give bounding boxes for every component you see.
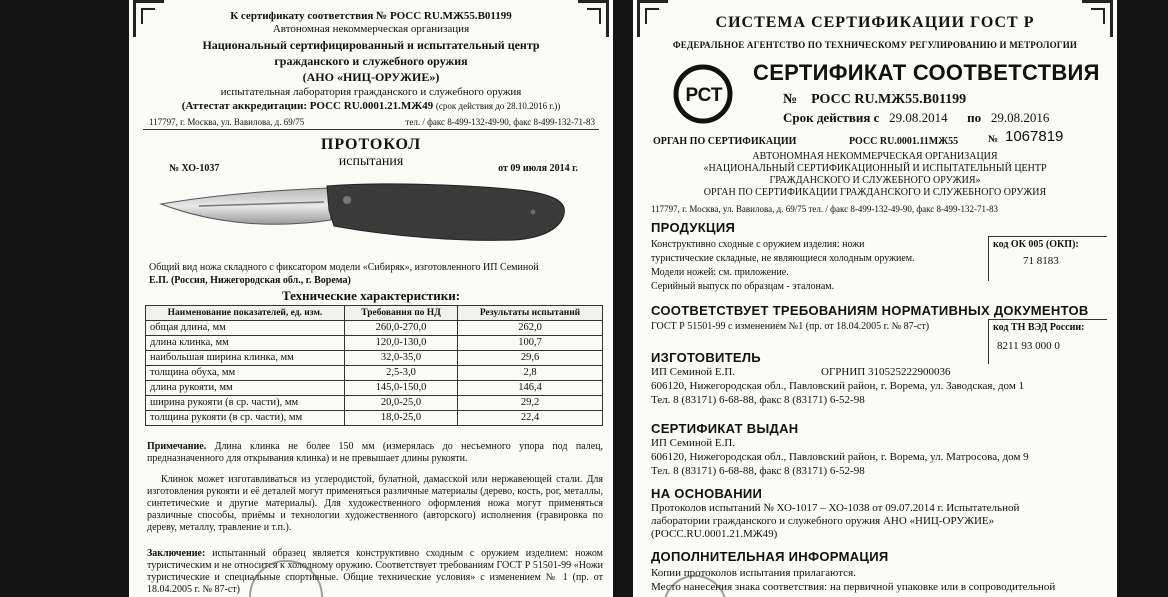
- table-cell: 29,6: [458, 351, 603, 366]
- lab-address: 117797, г. Москва, ул. Вавилова, д. 69/75: [149, 117, 305, 127]
- table-cell: 2,5-3,0: [345, 366, 458, 381]
- product-line: Серийный выпуск по образцам - эталонам.: [651, 281, 835, 292]
- cert-body-details: [633, 151, 1117, 199]
- conclusion: [147, 548, 603, 596]
- table-cell: 146,4: [458, 381, 603, 396]
- table-cell: длина рукояти, мм: [146, 381, 345, 396]
- cert-no-value: РОСС RU.МЖ55.В01199: [811, 92, 967, 107]
- tnved-code-box: [988, 319, 1107, 364]
- table-cell: 100,7: [458, 336, 603, 351]
- validity-to: 29.08.2016: [990, 110, 1050, 125]
- table-row: [146, 366, 603, 381]
- conformity-standard: ГОСТ Р 51501-99 с изменением №1 (пр. от 18.04.2005 г. № 87-ст): [651, 321, 930, 332]
- okp-code-box: [988, 236, 1107, 281]
- note-label: Примечание.: [147, 441, 207, 452]
- table-header: Наименование показателей, ед. изм.: [146, 306, 345, 321]
- cert-body-code: РОСС RU.0001.11МЖ55: [849, 136, 959, 147]
- certification-system: СИСТЕМА СЕРТИФИКАЦИИ ГОСТ Р: [715, 14, 1035, 31]
- protocol-number: № ХО-1037: [169, 163, 220, 174]
- table-row: [146, 396, 603, 411]
- table-cell: 20,0-25,0: [345, 396, 458, 411]
- table-cell: 29,2: [458, 396, 603, 411]
- materials-paragraph: Клинок может изготавливаться из углеродистой, булатной, дамасской или нержавеющей стали. Для изготовления рукояти и её деталей могут применяться различные материалы (дерево, кость, рог, металлы, синтетические и другие материалы). Для художественного оформления ножа могут применяться различные способы, приёмы и технологии художественного (авторского) исполнения (гравировка по дереву, металлу, травление и т.п.).: [147, 474, 603, 533]
- cert-no-label: №: [783, 92, 798, 107]
- body-line: АВТОНОМНАЯ НЕКОММЕРЧЕСКАЯ ОРГАНИЗАЦИЯ: [752, 151, 998, 162]
- validity-label: Срок действия с: [783, 110, 880, 125]
- tech-specs-title: Технические характеристики:: [281, 288, 461, 303]
- table-cell: наибольшая ширина клинка, мм: [146, 351, 345, 366]
- basis-heading: НА ОСНОВАНИИ: [651, 486, 763, 501]
- body-line: ОРГАН ПО СЕРТИФИКАЦИИ ГРАЖДАНСКОГО И СЛУЖЕБНОГО ОРУЖИЯ: [703, 187, 1047, 198]
- okp-label: код ОК 005 (ОКП):: [993, 239, 1079, 250]
- table-row: [146, 351, 603, 366]
- body-line: «НАЦИОНАЛЬНЫЙ СЕРТИФИКАЦИОННЫЙ И ИСПЫТАТЕЛЬНЫЙ ЦЕНТР: [703, 163, 1047, 174]
- protocol-page: [129, 0, 613, 597]
- org-type: Автономная некоммерческая организация: [272, 23, 470, 35]
- certificate-reference: К сертификату соответствия № РОСС RU.МЖ55.В01199: [230, 10, 512, 22]
- table-cell: 2,8: [458, 366, 603, 381]
- product-line: туристические складные, не являющиеся холодным оружием.: [651, 253, 915, 264]
- conclusion-label: Заключение:: [147, 548, 206, 559]
- header-divider: [143, 129, 599, 130]
- manufacturer-ogrnip: ОГРНИП 310525222900036: [821, 366, 951, 378]
- table-row: [146, 336, 603, 351]
- note-text: Длина клинка не более 150 мм (измерялась до несъемного упора под палец, предназначенного для открывания клинка) и не превышает длины рукояти.: [147, 441, 604, 464]
- protocol-date: от 09 июля 2014 г.: [498, 163, 578, 174]
- logo-text: РСТ: [685, 85, 723, 106]
- note: [147, 441, 603, 465]
- body-line: ГРАЖДАНСКОГО И СЛУЖЕБНОГО ОРУЖИЯ»: [769, 175, 981, 186]
- conclusion-text: испытанный образец является конструктивно сходным с оружием изделием: ножом туристическим и не относится к холодному оружию. Соответствует требованиям ГОСТ Р 51501-99 «Ножи туристические и специальные спортивные. Общие технические условия» с изменением № 1 (пр. от 18.04.2005 г. № 87-ст): [147, 548, 603, 595]
- org-name-line-2: гражданского и служебного оружия: [274, 54, 468, 68]
- additional-line: Место нанесения знака соответствия: на первичной упаковке или в сопроводительной: [651, 581, 1056, 593]
- table-row: [146, 411, 603, 426]
- table-cell: ширина рукояти (в ср. части), мм: [146, 396, 345, 411]
- product-line: Конструктивно сходные с оружием изделия: ножи: [651, 239, 865, 250]
- issued-to-name: ИП Семиной Е.П.: [651, 437, 736, 449]
- protocol-subtitle: испытания: [338, 154, 404, 169]
- table-cell: толщина рукояти (в ср. части), мм: [146, 411, 345, 426]
- table-cell: 18,0-25,0: [345, 411, 458, 426]
- okp-code: 71 8183: [1023, 255, 1059, 267]
- photo-caption-line-2: Е.П. (Россия, Нижегородская обл., г. Ворема): [149, 275, 351, 286]
- basis-line: (РОСС.RU.0001.21.МЖ49): [651, 528, 778, 540]
- certificate-page: [633, 0, 1117, 597]
- table-cell: толщина обуха, мм: [146, 366, 345, 381]
- knife-photo: [159, 180, 579, 260]
- table-row: [146, 381, 603, 396]
- manufacturer-heading: ИЗГОТОВИТЕЛЬ: [651, 350, 761, 365]
- manufacturer-phone: Тел. 8 (83171) 6-68-88, факс 8 (83171) 6-52-98: [651, 394, 865, 406]
- table-cell: 260,0-270,0: [345, 321, 458, 336]
- accreditation: [129, 100, 613, 112]
- additional-line: Копии протоколов испытания прилагаются.: [651, 567, 856, 579]
- validity-from: 29.08.2014: [889, 110, 948, 125]
- table-cell: 120,0-130,0: [345, 336, 458, 351]
- org-short-name: (АНО «НИЦ-ОРУЖИЕ»): [302, 70, 440, 84]
- org-name-line-1: Национальный сертифицированный и испытательный центр: [202, 38, 540, 52]
- protocol-title: ПРОТОКОЛ: [320, 136, 422, 153]
- validity-to-label: по: [967, 110, 982, 125]
- manufacturer-name: ИП Семиной Е.П.: [651, 366, 736, 378]
- federal-agency: ФЕДЕРАЛЬНОЕ АГЕНТСТВО ПО ТЕХНИЧЕСКОМУ РЕГУЛИРОВАНИЮ И МЕТРОЛОГИИ: [672, 40, 1078, 50]
- product-heading: ПРОДУКЦИЯ: [651, 220, 736, 235]
- table-header: Результаты испытаний: [458, 306, 603, 321]
- table-cell: 262,0: [458, 321, 603, 336]
- manufacturer-address: 606120, Нижегородская обл., Павловский район, г. Ворема, ул. Заводская, дом 1: [651, 380, 1025, 392]
- table-cell: 22,4: [458, 411, 603, 426]
- certificate-title: СЕРТИФИКАТ СООТВЕТСТВИЯ: [753, 60, 1100, 85]
- table-cell: общая длина, мм: [146, 321, 345, 336]
- accreditation-number: (Аттестат аккредитации: РОСС RU.0001.21.МЖ49: [181, 100, 434, 112]
- table-header: Требования по НД: [345, 306, 458, 321]
- body-address: 117797, г. Москва, ул. Вавилова, д. 69/75 тел. / факс 8-499-132-49-90, факс 8-499-132-71-83: [651, 204, 999, 214]
- lab-phones: тел. / факс 8-499-132-49-90, факс 8-499-132-71-83: [405, 117, 595, 127]
- basis-line: Протоколов испытаний № ХО-1017 – ХО-1038 от 09.07.2014 г. Испытательной: [651, 502, 1020, 514]
- product-description: [651, 238, 915, 294]
- serial-number: 1067819: [1005, 128, 1064, 145]
- serial-label: №: [988, 134, 999, 145]
- basis-text: [651, 502, 1019, 541]
- issued-to-address: 606120, Нижегородская обл., Павловский район, г. Ворема, ул. Матросова, дом 9: [651, 451, 1029, 463]
- basis-line: лаборатории гражданского и служебного оружия АНО «НИЦ-ОРУЖИЕ»: [651, 515, 995, 527]
- tech-specs-table: [145, 305, 603, 426]
- tnved-label: код ТН ВЭД России:: [993, 322, 1085, 333]
- issued-to-heading: СЕРТИФИКАТ ВЫДАН: [651, 421, 799, 436]
- table-row: [146, 321, 603, 336]
- tnved-code: 8211 93 000 0: [997, 340, 1060, 352]
- table-cell: 32,0-35,0: [345, 351, 458, 366]
- table-cell: 145,0-150,0: [345, 381, 458, 396]
- table-header-row: [146, 306, 603, 321]
- table-cell: длина клинка, мм: [146, 336, 345, 351]
- lab-name: испытательная лаборатория гражданского и служебного оружия: [220, 86, 522, 98]
- gost-r-logo: [673, 64, 733, 124]
- product-line: Модели ножей: см. приложение.: [651, 267, 789, 278]
- certificate-number: [783, 92, 966, 108]
- conformity-heading: СООТВЕТСТВУЕТ ТРЕБОВАНИЯМ НОРМАТИВНЫХ ДОКУМЕНТОВ: [651, 303, 1089, 318]
- accreditation-note: (срок действия до 28.10.2016 г.)): [435, 101, 561, 111]
- validity-period: [783, 110, 1049, 126]
- cert-body-label: ОРГАН ПО СЕРТИФИКАЦИИ: [653, 136, 797, 147]
- photo-caption-line-1: Общий вид ножа складного с фиксатором модели «Сибиряк», изготовленного ИП Семиной: [149, 262, 539, 273]
- issued-to-phone: Тел. 8 (83171) 6-68-88, факс 8 (83171) 6-52-98: [651, 465, 865, 477]
- additional-info-heading: ДОПОЛНИТЕЛЬНАЯ ИНФОРМАЦИЯ: [651, 549, 889, 564]
